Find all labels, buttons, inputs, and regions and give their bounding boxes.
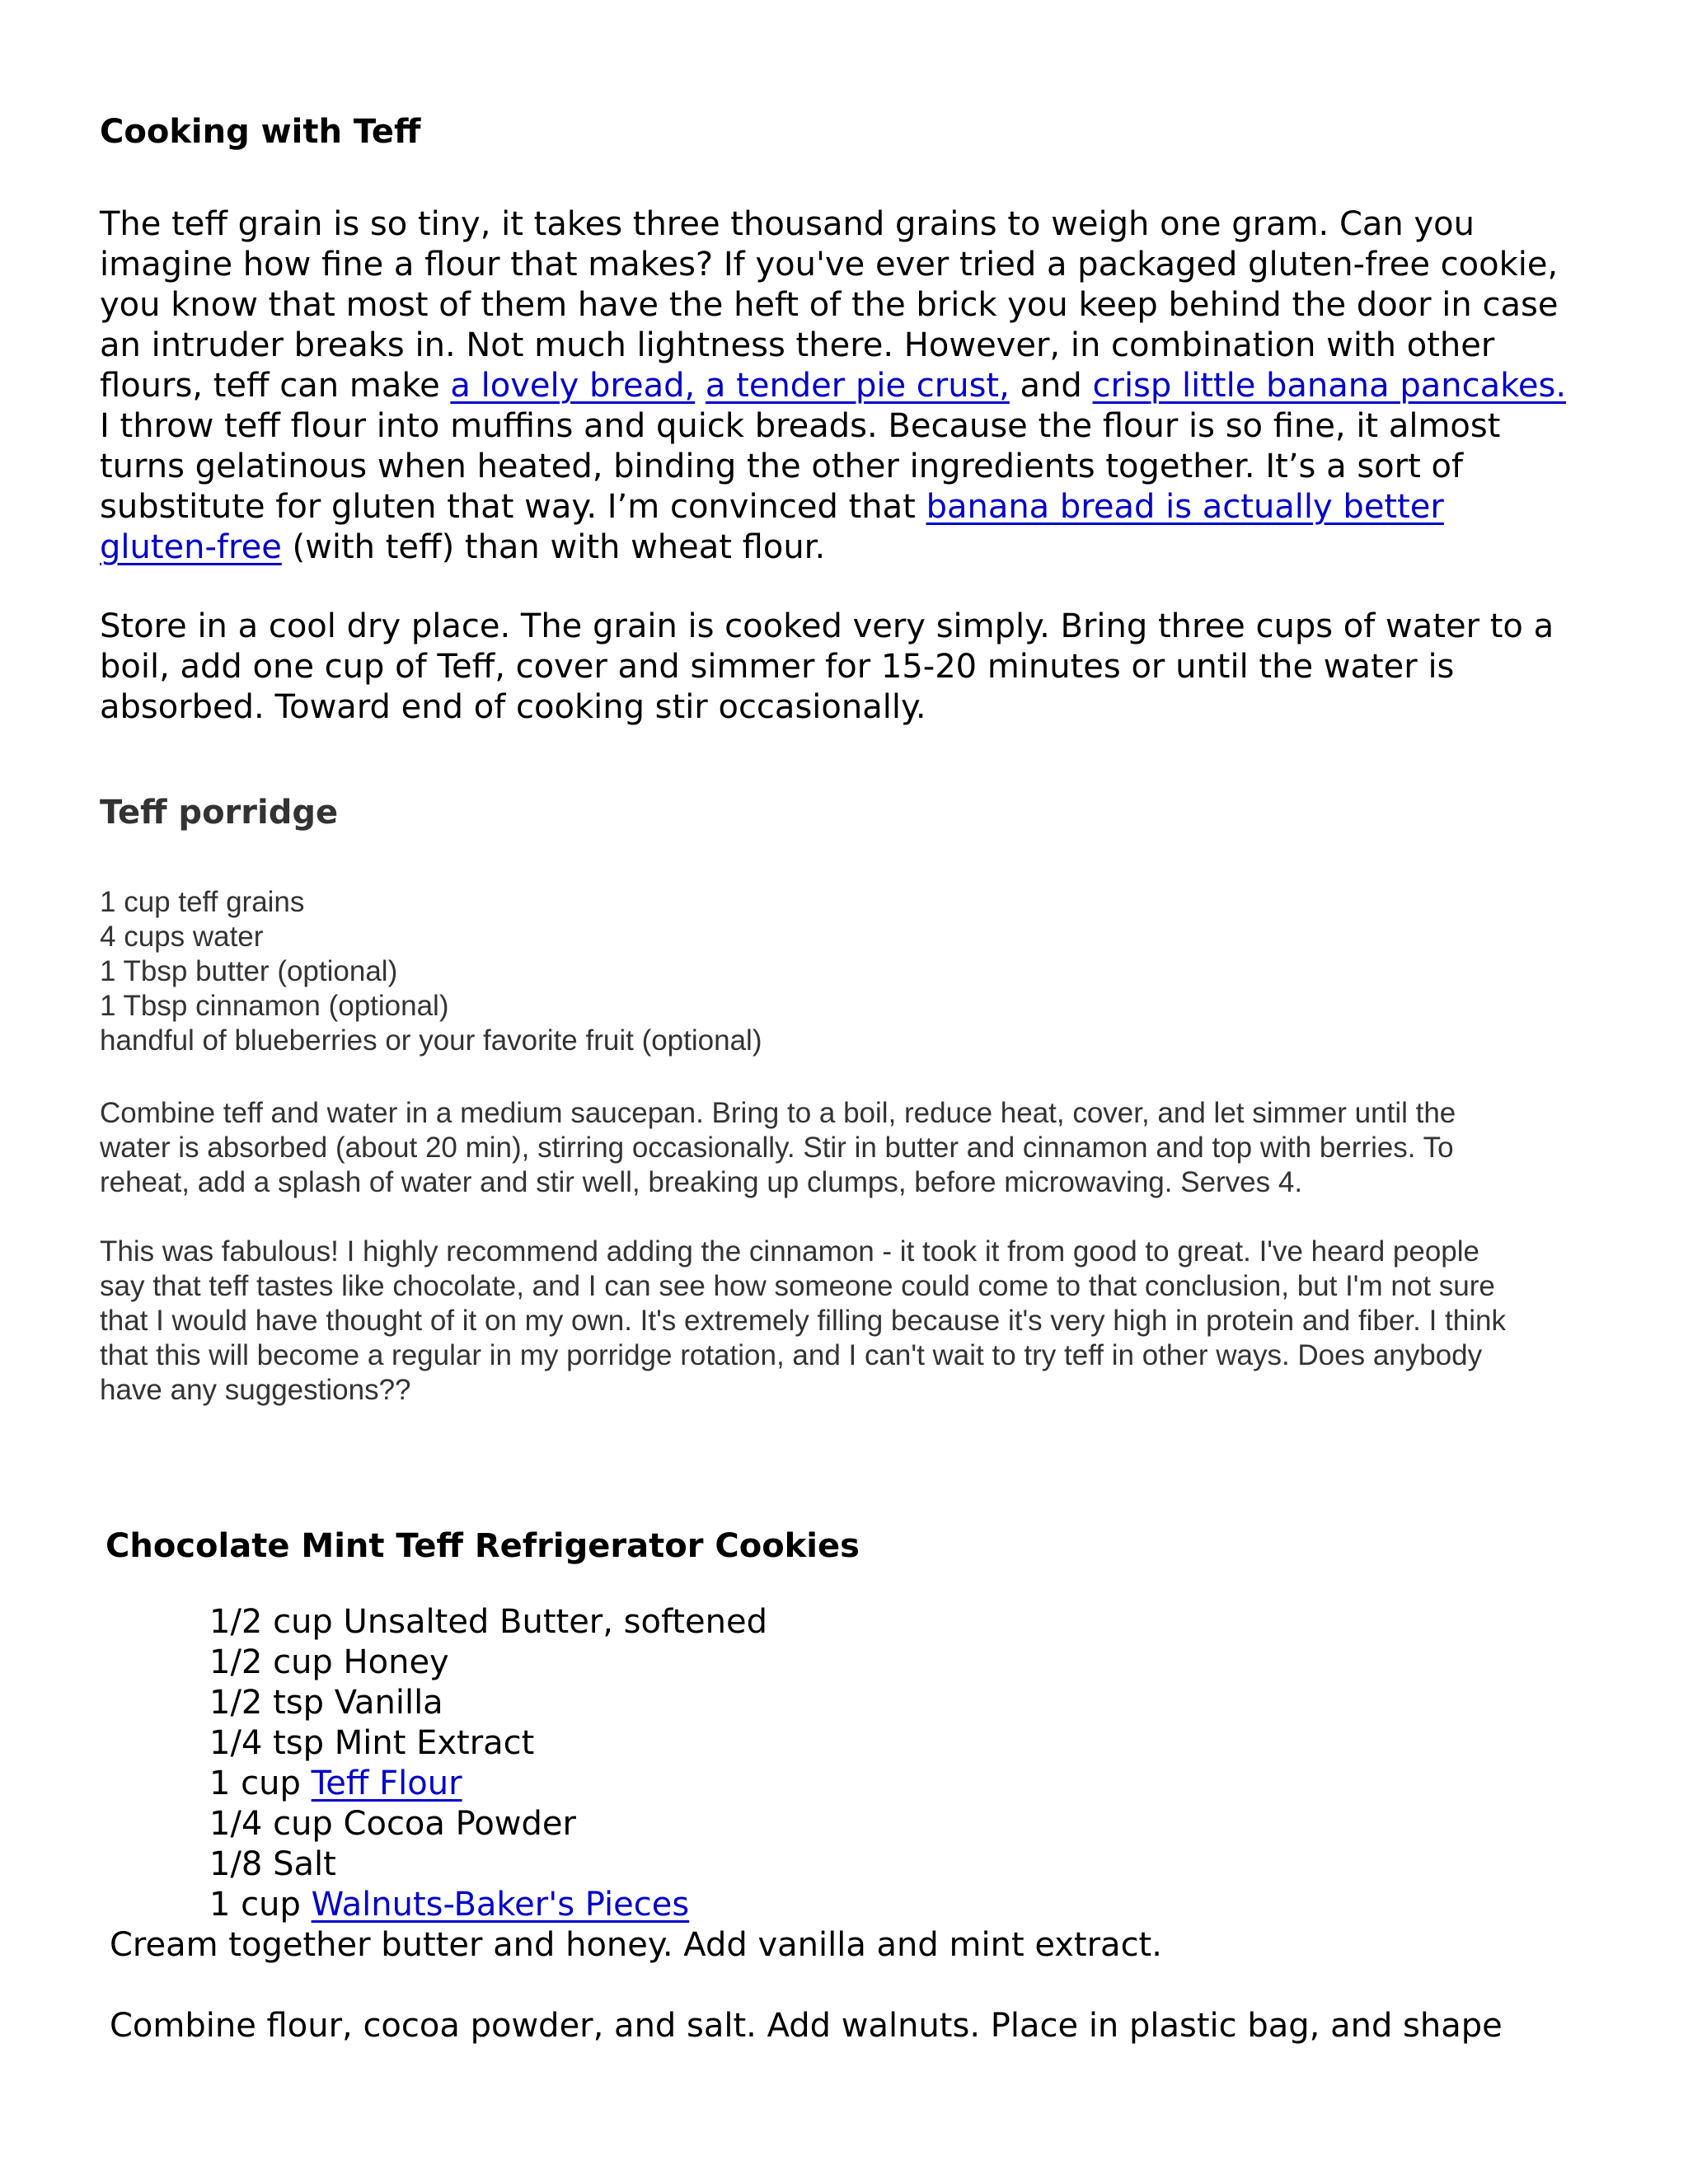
ingredient-item: 1/8 Salt (209, 1845, 336, 1883)
comment-line: that I would have thought of it on my own. It's extremely filling because it's very high in protein and fiber. I think (100, 1305, 1506, 1337)
intro-text: and (1009, 367, 1093, 405)
intro-line: imagine how fine a flour that makes? If you've ever tried a packaged gluten-free cookie, (100, 246, 1559, 284)
storage-line: absorbed. Toward end of cooking stir occasionally. (100, 688, 926, 726)
method-line: Combine teff and water in a medium saucepan. Bring to a boil, reduce heat, cover, and let simmer until the (100, 1097, 1456, 1129)
section-title-chocolate-mint-cookies: Chocolate Mint Teff Refrigerator Cookies (106, 1527, 860, 1565)
link-banana-bread[interactable]: banana bread is actually better (926, 488, 1444, 526)
intro-line: turns gelatinous when heated, binding the other ingredients together. It’s a sort of (100, 448, 1464, 485)
method-line: water is absorbed (about 20 min), stirring occasionally. Stir in butter and cinnamon and top with berries. To (100, 1132, 1454, 1164)
link-teff-flour[interactable]: Teff Flour (311, 1765, 462, 1802)
intro-text (695, 367, 706, 405)
storage-line: Store in a cool dry place. The grain is cooked very simply. Bring three cups of water to a (100, 607, 1554, 645)
intro-line-link (100, 527, 1682, 568)
intro-line: I throw teff flour into muffins and quick breads. Because the flour is so fine, it almost (100, 407, 1501, 445)
intro-line-link (100, 487, 1682, 527)
ingredient-item: 1 cup teff grains (100, 886, 305, 918)
storage-line: boil, add one cup of Teff, cover and simmer for 15-20 minutes or until the water is (100, 648, 1455, 686)
comment-line: have any suggestions?? (100, 1374, 411, 1406)
link-banana-bread-gluten-free[interactable]: gluten-free (100, 528, 282, 566)
ingredient-item: 1/2 cup Honey (209, 1643, 449, 1681)
ingredient-item: 1/4 tsp Mint Extract (209, 1724, 535, 1762)
comment-line: This was fabulous! I highly recommend adding the cinnamon - it took it from good to great. I've heard people (100, 1235, 1480, 1268)
intro-paragraph (100, 204, 1682, 568)
ingredient-item: 1/2 tsp Vanilla (209, 1684, 443, 1722)
comment-line: that this will become a regular in my porridge rotation, and I can't wait to try teff in other ways. Does anybody (100, 1339, 1483, 1371)
ingredient-text: 1 cup (209, 1886, 312, 1924)
ingredient-item: 1/2 cup Unsalted Butter, softened (209, 1603, 768, 1641)
cookie-ingredients-list (209, 1602, 767, 1925)
intro-line-links (100, 366, 1682, 406)
intro-line: an intruder breaks in. Not much lightness there. However, in combination with other (100, 326, 1495, 364)
intro-text: flours, teff can make (100, 367, 451, 405)
section-title-teff-porridge: Teff porridge (100, 794, 339, 832)
ingredient-item: 4 cups water (100, 921, 264, 953)
cookie-step-cream: Cream together butter and honey. Add vanilla and mint extract. (110, 1926, 1162, 1964)
link-lovely-bread[interactable]: a lovely bread, (450, 367, 696, 405)
intro-text: (with teff) than with wheat flour. (281, 528, 826, 566)
ingredient-item: 1/4 cup Cocoa Powder (209, 1805, 576, 1843)
intro-line: The teff grain is so tiny, it takes three thousand grains to weigh one gram. Can you (100, 205, 1475, 243)
comment-line: say that teff tastes like chocolate, and I can see how someone could come to that conclusion, but I'm not sure (100, 1270, 1495, 1302)
ingredient-item: 1 Tbsp cinnamon (optional) (100, 990, 449, 1022)
cookie-step-combine: Combine flour, cocoa powder, and salt. Add walnuts. Place in plastic bag, and shape (110, 2007, 1503, 2045)
ingredient-text: 1 cup (209, 1765, 312, 1802)
intro-text: substitute for gluten that way. I’m convinced that (100, 488, 926, 526)
porridge-comment-paragraph (100, 1235, 1506, 1408)
link-walnuts-bakers-pieces[interactable]: Walnuts-Baker's Pieces (311, 1886, 690, 1924)
link-banana-pancakes[interactable]: crisp little banana pancakes. (1092, 367, 1567, 405)
storage-paragraph (100, 607, 1682, 728)
ingredient-item (209, 1764, 767, 1804)
ingredient-item: 1 Tbsp butter (optional) (100, 955, 398, 987)
link-tender-pie-crust[interactable]: a tender pie crust, (705, 367, 1010, 405)
porridge-ingredients-list (100, 885, 762, 1058)
section-title-cooking-with-teff: Cooking with Teff (100, 113, 421, 151)
ingredient-item: handful of blueberries or your favorite fruit (optional) (100, 1024, 762, 1057)
method-line: reheat, add a splash of water and stir well, breaking up clumps, before microwaving. Serves 4. (100, 1166, 1303, 1198)
ingredient-item (209, 1885, 767, 1925)
intro-line: you know that most of them have the heft of the brick you keep behind the door in case (100, 286, 1559, 324)
porridge-method-paragraph (100, 1096, 1456, 1200)
